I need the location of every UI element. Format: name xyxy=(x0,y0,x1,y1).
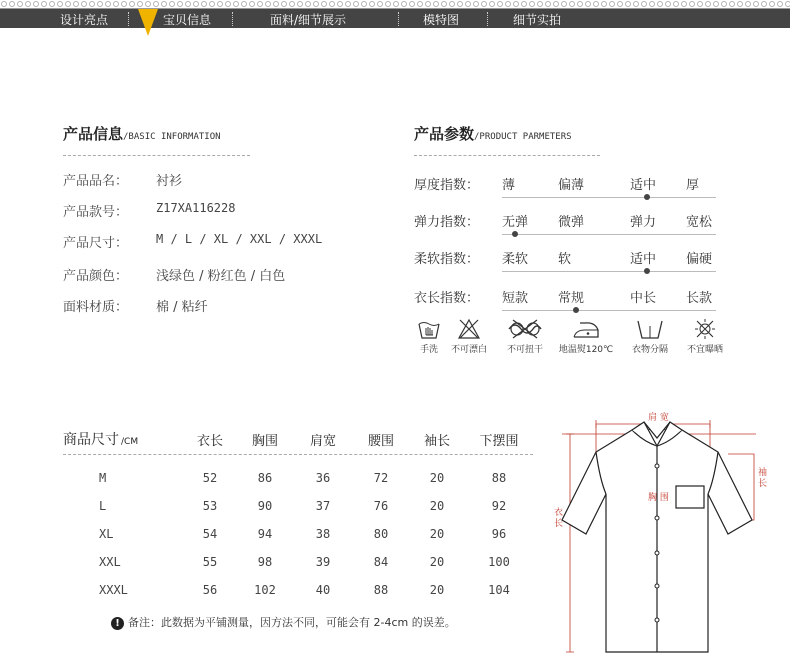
param-selected-marker xyxy=(644,268,650,274)
chest-label: 胸 围 xyxy=(648,493,669,503)
product-info-heading xyxy=(63,123,221,144)
param-option: 薄 xyxy=(502,178,516,193)
hand-wash-icon xyxy=(417,318,441,340)
care-hand-wash xyxy=(414,318,444,355)
divider xyxy=(487,12,488,26)
table-cell: 20 xyxy=(429,555,445,569)
table-cell: 90 xyxy=(257,499,273,513)
column-header: 衣长 xyxy=(196,433,223,449)
table-cell: 56 xyxy=(202,583,218,597)
low-iron-icon xyxy=(571,318,601,340)
care-label: 手洗 xyxy=(419,345,438,355)
note-text: 备注：此数据为平铺测量，因方法不同，可能会有 2-4cm 的误差。 xyxy=(128,616,456,629)
no-sun-dry-icon xyxy=(693,318,717,340)
info-label: 产品款号： xyxy=(63,205,129,220)
param-label: 弹力指数： xyxy=(414,215,480,230)
info-value: 浅绿色 / 粉红色 / 白色 xyxy=(156,269,286,284)
nav xyxy=(0,9,790,28)
tab-detail-photos[interactable]: 细节实拍 xyxy=(513,13,562,27)
care-label: 衣物分隔 xyxy=(631,345,668,355)
table-cell: 20 xyxy=(429,583,445,597)
table-cell: 39 xyxy=(315,555,331,569)
table-cell: 92 xyxy=(491,499,507,513)
active-tab-indicator xyxy=(138,9,158,36)
size-table xyxy=(63,428,533,604)
info-label: 产品颜色： xyxy=(63,269,129,284)
tab-product-info[interactable]: 宝贝信息 xyxy=(163,13,212,27)
table-row xyxy=(63,492,533,520)
table-cell: 52 xyxy=(202,471,218,485)
param-option: 偏硬 xyxy=(686,252,713,267)
info-row-sizes xyxy=(63,232,323,251)
care-no-sun-dry xyxy=(681,318,729,355)
warning-icon: ! xyxy=(111,617,124,630)
param-selected-marker xyxy=(512,231,518,237)
param-scale-line xyxy=(502,310,716,311)
param-option: 常规 xyxy=(558,291,585,306)
care-label: 不可漂白 xyxy=(450,345,487,355)
info-label: 产品尺寸： xyxy=(63,236,129,251)
param-option: 柔软 xyxy=(502,252,529,267)
table-cell: 54 xyxy=(202,527,218,541)
table-cell: 94 xyxy=(257,527,273,541)
param-option: 无弹 xyxy=(502,215,529,230)
care-wash-separately xyxy=(626,318,674,355)
size-table-header xyxy=(63,428,533,450)
column-header: 袖长 xyxy=(423,433,450,449)
tab-model-photos[interactable]: 模特图 xyxy=(423,13,460,27)
size-cell: XXL xyxy=(99,555,121,569)
wash-separately-icon xyxy=(635,318,665,340)
param-option: 弹力 xyxy=(630,215,657,230)
info-row-name xyxy=(63,170,183,189)
tab-fabric-details[interactable]: 面料/细节展示 xyxy=(270,13,347,27)
size-table-title: 商品尺寸 xyxy=(63,432,119,448)
table-cell: 96 xyxy=(491,527,507,541)
table-cell: 84 xyxy=(373,555,389,569)
info-label: 面料材质： xyxy=(63,300,129,315)
column-header: 胸围 xyxy=(251,433,278,449)
param-option: 长款 xyxy=(686,291,713,306)
size-cell: XXXL xyxy=(99,583,128,597)
product-info-subtitle: /BASIC INFORMATION xyxy=(123,132,221,142)
decorative-border xyxy=(0,0,790,9)
body-length-label: 衣长 xyxy=(554,508,564,529)
table-cell: 36 xyxy=(315,471,331,485)
column-header: 肩宽 xyxy=(309,433,336,449)
table-cell: 80 xyxy=(373,527,389,541)
info-value: 衬衫 xyxy=(156,174,183,189)
table-cell: 37 xyxy=(315,499,331,513)
param-option: 中长 xyxy=(630,291,657,306)
divider xyxy=(398,12,399,26)
care-label: 不可扭干 xyxy=(506,345,543,355)
table-cell: 100 xyxy=(488,555,510,569)
column-header: 下摆围 xyxy=(479,433,519,449)
param-option: 软 xyxy=(558,252,572,267)
divider xyxy=(63,155,250,156)
note xyxy=(111,614,456,630)
size-cell: M xyxy=(99,471,107,485)
shoulder-width-label: 肩 宽 xyxy=(648,413,669,423)
param-scale-line xyxy=(502,197,716,198)
param-label: 柔软指数： xyxy=(414,252,480,267)
size-table-title-cell xyxy=(63,428,183,450)
info-value: M / L / XL / XXL / XXXL xyxy=(156,232,323,246)
divider xyxy=(128,12,129,26)
info-row-colors xyxy=(63,265,286,284)
table-cell: 88 xyxy=(373,583,389,597)
care-label: 地温熨120℃ xyxy=(558,345,614,355)
info-row-style-no xyxy=(63,201,236,220)
param-option: 短款 xyxy=(502,291,529,306)
divider xyxy=(232,12,233,26)
table-cell: 102 xyxy=(254,583,276,597)
product-params-heading xyxy=(414,123,572,144)
param-selected-marker xyxy=(644,194,650,200)
param-selected-marker xyxy=(573,307,579,313)
table-cell: 104 xyxy=(488,583,510,597)
info-value: Z17XA116228 xyxy=(156,201,236,215)
size-cell: XL xyxy=(99,527,114,541)
table-cell: 38 xyxy=(315,527,331,541)
info-label: 产品品名： xyxy=(63,174,129,189)
table-cell: 86 xyxy=(257,471,273,485)
table-row xyxy=(63,464,533,492)
table-cell: 88 xyxy=(491,471,507,485)
tab-design-highlights[interactable]: 设计亮点 xyxy=(60,13,109,27)
param-label: 厚度指数： xyxy=(414,178,480,193)
care-no-wring xyxy=(500,318,550,355)
product-info-title: 产品信息 xyxy=(63,125,124,143)
no-wring-icon xyxy=(507,318,543,340)
sleeve-length-label: 袖长 xyxy=(758,468,768,489)
size-table-unit: /CM xyxy=(121,437,139,447)
param-option: 宽松 xyxy=(686,215,713,230)
top-nav-bar xyxy=(0,0,790,28)
column-header: 腰围 xyxy=(367,433,394,449)
divider xyxy=(414,155,600,156)
param-scale-line xyxy=(502,234,716,235)
table-cell: 55 xyxy=(202,555,218,569)
param-label: 衣长指数： xyxy=(414,291,480,306)
table-row xyxy=(63,520,533,548)
size-cell: L xyxy=(99,499,107,513)
care-low-iron xyxy=(556,318,616,355)
table-row xyxy=(63,576,533,604)
info-row-material xyxy=(63,296,208,315)
care-label: 不宜曝晒 xyxy=(686,345,723,355)
param-option: 厚 xyxy=(686,178,700,193)
param-option: 偏薄 xyxy=(558,178,585,193)
param-option: 微弹 xyxy=(558,215,585,230)
param-option: 适中 xyxy=(630,178,657,193)
table-cell: 20 xyxy=(429,499,445,513)
table-cell: 53 xyxy=(202,499,218,513)
info-value: 棉 / 粘纤 xyxy=(156,300,208,315)
table-cell: 40 xyxy=(315,583,331,597)
table-row xyxy=(63,548,533,576)
shirt-measurement-diagram xyxy=(548,408,780,658)
table-cell: 20 xyxy=(429,527,445,541)
table-cell: 76 xyxy=(373,499,389,513)
table-cell: 20 xyxy=(429,471,445,485)
care-no-bleach xyxy=(446,318,492,355)
param-option: 适中 xyxy=(630,252,657,267)
table-cell: 72 xyxy=(373,471,389,485)
no-bleach-icon xyxy=(457,318,481,340)
product-params-title: 产品参数 xyxy=(414,125,475,143)
table-cell: 98 xyxy=(257,555,273,569)
param-scale-line xyxy=(502,271,716,272)
product-params-subtitle: /PRODUCT PARMETERS xyxy=(474,132,572,142)
